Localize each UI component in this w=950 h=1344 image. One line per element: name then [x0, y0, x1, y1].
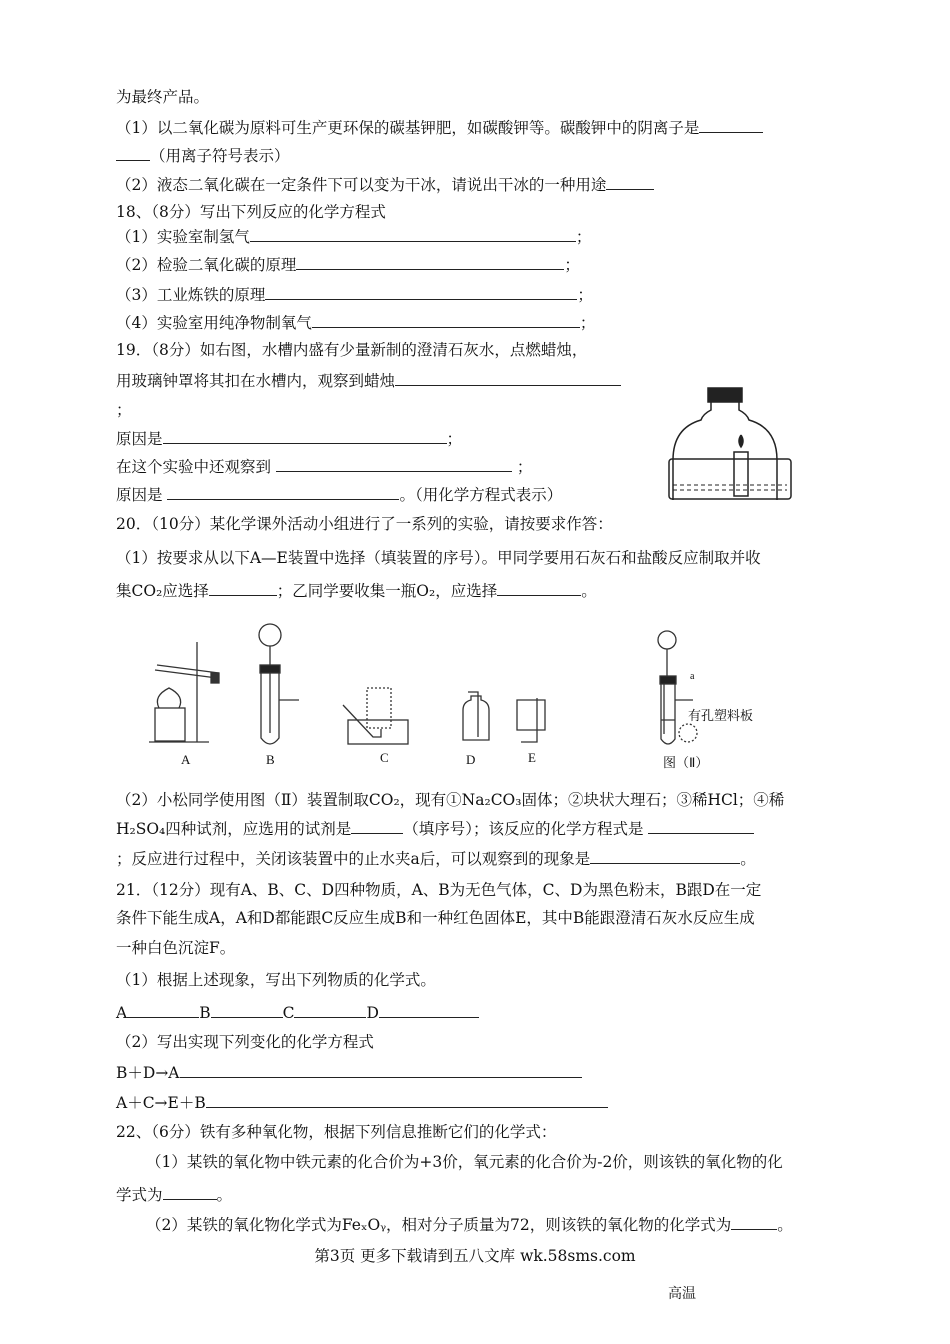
answer-blank[interactable]: [276, 455, 512, 472]
text: 。（用化学方程式表示）: [399, 486, 563, 504]
apparatus-e: [517, 698, 545, 742]
text: ；: [564, 256, 580, 274]
text: （用离子符号表示）: [150, 147, 290, 165]
question-20-title: 20．（10分）某化学课外活动小组进行了一系列的实验，请按要求作答：: [116, 515, 613, 533]
answer-blank[interactable]: [648, 817, 754, 834]
question-21-eq2: [116, 1091, 608, 1114]
text: （填序号）；该反应的化学方程式是: [403, 820, 644, 838]
text: B: [199, 1004, 211, 1022]
text: （3）工业炼铁的原理: [116, 286, 266, 304]
text: A: [116, 1004, 128, 1022]
question-20-part1: （1）按要求从以下A—E装置中选择（填装置的序号）。甲同学要用石灰石和盐酸反应制取并收: [116, 549, 761, 567]
answer-blank[interactable]: [116, 144, 150, 161]
question-20-part1-cont: [116, 579, 597, 602]
answer-blank[interactable]: [163, 1183, 217, 1200]
answer-blank[interactable]: [699, 116, 763, 133]
question-22-part1: （1）某铁的氧化物中铁元素的化合价为+3价，氧元素的化合价为-2价，则该铁的氧化物的化: [146, 1153, 783, 1171]
text: 学式为: [116, 1186, 163, 1204]
label-a: A: [181, 752, 191, 767]
text: ；: [516, 458, 533, 476]
text: ；: [575, 228, 592, 246]
question-19-reason2: [116, 483, 562, 506]
answer-blank[interactable]: [395, 369, 621, 386]
question-18-item1: [116, 225, 591, 248]
apparatus-b: [259, 624, 299, 744]
answer-blank[interactable]: [167, 483, 399, 500]
answer-blank[interactable]: [180, 1061, 582, 1078]
text: A＋C→E＋B: [116, 1094, 206, 1112]
question-21-line1: 21．（12分）现有A、B、C、D四种物质，A、B为无色气体，C、D为黑色粉末，B跟D在一定: [116, 881, 762, 899]
bell-jar-candle-figure: [665, 385, 795, 505]
question-21-eq1: [116, 1061, 582, 1084]
answer-blank[interactable]: [312, 311, 580, 328]
apparatus-a: [149, 642, 219, 742]
question-19-observe: [116, 455, 532, 478]
question-22-part1-cont: [116, 1183, 232, 1206]
apparatus-figures: [145, 620, 795, 750]
text: 在这个实验中还观察到: [116, 458, 272, 476]
answer-blank[interactable]: [606, 173, 654, 190]
question-21-line3: 一种白色沉淀F。: [116, 939, 236, 957]
text: ；乙同学要收集一瓶O₂，应选择: [276, 582, 498, 600]
label-e: E: [528, 750, 536, 765]
question-19-line2: [116, 369, 621, 392]
label-plate: 有孔塑料板: [688, 709, 754, 724]
stray-text: 高温: [668, 1286, 696, 1302]
question-20-part2-cont2: [116, 847, 756, 870]
text: 。: [740, 850, 756, 868]
apparatus-fig2: [658, 631, 697, 744]
answer-blank[interactable]: [296, 253, 564, 270]
text: B＋D→A: [116, 1064, 180, 1082]
text: ；: [577, 286, 593, 304]
question-21-part2: （2）写出实现下列变化的化学方程式: [116, 1033, 374, 1051]
answer-blank[interactable]: [265, 283, 577, 300]
text: 原因是: [116, 430, 163, 448]
answer-blank[interactable]: [206, 1091, 608, 1108]
question-17-part1: [116, 116, 763, 139]
answer-blank[interactable]: [379, 1001, 479, 1018]
question-17-part2: [116, 173, 654, 196]
text: （2）某铁的氧化物化学式为FeₓOᵧ，相对分子质量为72，则该铁的氧化物的化学式为: [146, 1216, 732, 1234]
text: ；: [579, 314, 596, 332]
text: ；反应进行过程中，关闭该装置中的止水夹a后，可以观察到的现象是: [116, 850, 591, 868]
text: 。: [581, 582, 597, 600]
apparatus-d: [463, 692, 489, 740]
apparatus-c: [343, 688, 408, 744]
text: 原因是: [116, 486, 163, 504]
label-fig2: 图（Ⅱ）: [663, 755, 709, 770]
text: （1）以二氧化碳为原料可生产更环保的碳基钾肥，如碳酸钾等。碳酸钾中的阴离子是: [116, 119, 700, 137]
text: D: [366, 1004, 379, 1022]
answer-blank[interactable]: [250, 225, 576, 242]
question-17-part1-cont: [116, 144, 290, 167]
page-footer: 第3页 更多下载请到五八文库 wk.58sms.com: [314, 1247, 636, 1265]
text-line: ；: [116, 401, 132, 419]
text: （2）检验二氧化碳的原理: [116, 256, 297, 274]
question-22-title: 22、（6分）铁有多种氧化物，根据下列信息推断它们的化学式：: [116, 1123, 557, 1141]
label-c: C: [380, 750, 389, 765]
answer-blank[interactable]: [211, 1001, 283, 1018]
answer-blank[interactable]: [127, 1001, 199, 1018]
text: （4）实验室用纯净物制氧气: [116, 314, 312, 332]
answer-blank[interactable]: [731, 1213, 777, 1230]
text: H₂SO₄四种试剂，应选用的试剂是: [116, 820, 352, 838]
question-21-formulas: [116, 1001, 479, 1024]
label-b: B: [266, 752, 275, 767]
question-21-line2: 条件下能生成A，A和D都能跟C反应生成B和一种红色固体E，其中B能跟澄清石灰水反应生成: [116, 909, 755, 927]
question-18-item3: [116, 283, 593, 306]
label-clamp-a: a: [690, 671, 695, 682]
question-20-part2: （2）小松同学使用图（Ⅱ）装置制取CO₂，现有①Na₂CO₃固体；②块状大理石；③稀HCl；④稀: [116, 791, 785, 809]
question-20-part2-cont: [116, 817, 754, 840]
text: 用玻璃钟罩将其扣在水槽内，观察到蜡烛: [116, 372, 396, 390]
text: 集CO₂应选择: [116, 582, 209, 600]
answer-blank[interactable]: [497, 579, 581, 596]
answer-blank[interactable]: [163, 427, 447, 444]
question-19-reason: [116, 427, 462, 450]
answer-blank[interactable]: [294, 1001, 366, 1018]
text: ；: [446, 430, 463, 448]
question-18-item4: [116, 311, 595, 334]
text: 。: [216, 1186, 233, 1204]
question-21-part1: （1）根据上述现象，写出下列物质的化学式。: [116, 971, 436, 989]
text: （2）液态二氧化碳在一定条件下可以变为干冰，请说出干冰的一种用途: [116, 176, 607, 194]
text: （1）实验室制氢气: [116, 228, 250, 246]
answer-blank[interactable]: [351, 817, 403, 834]
label-d: D: [466, 752, 476, 767]
question-18-title: 18、（8分）写出下列反应的化学方程式: [116, 203, 386, 221]
question-18-item2: [116, 253, 580, 276]
text-line: 为最终产品。: [116, 88, 210, 106]
question-22-part2: [146, 1213, 793, 1236]
question-19-line1: 19．（8分）如右图，水槽内盛有少量新制的澄清石灰水，点燃蜡烛，: [116, 341, 588, 359]
answer-blank[interactable]: [209, 579, 277, 596]
answer-blank[interactable]: [590, 847, 740, 864]
text: 。: [777, 1216, 793, 1234]
text: C: [282, 1004, 295, 1022]
